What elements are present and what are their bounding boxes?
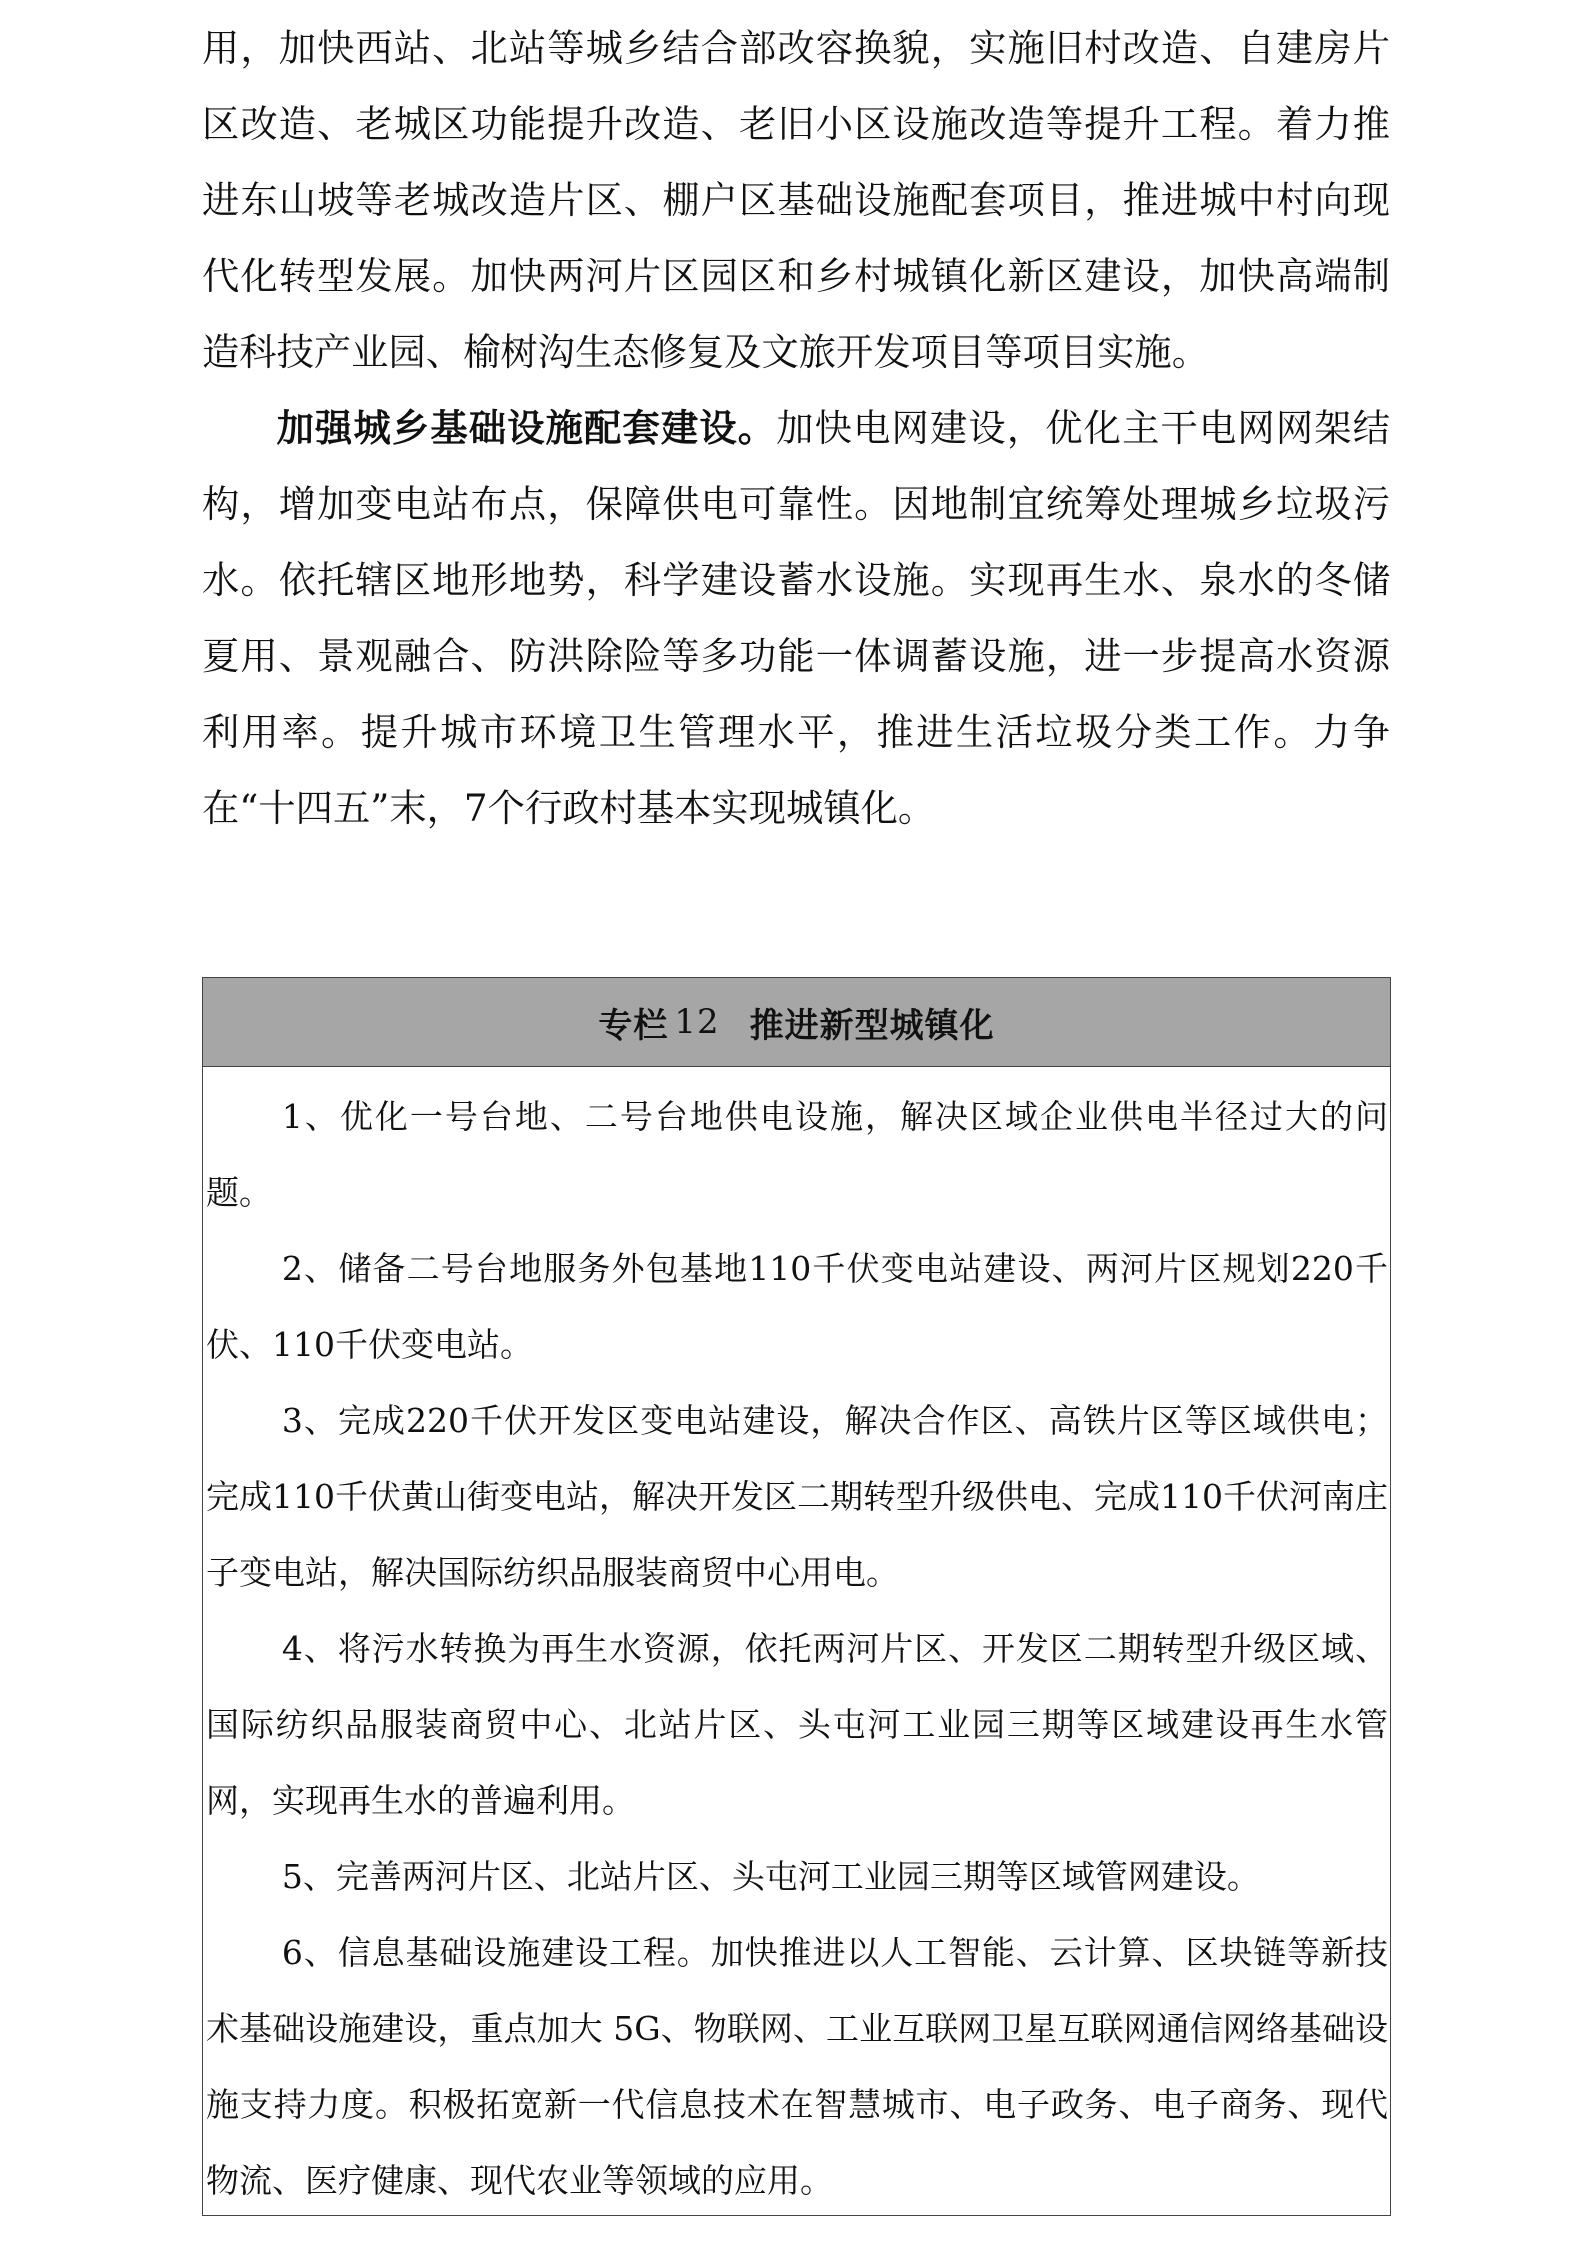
column-box	[202, 977, 1391, 2216]
column-box-body	[203, 1067, 1390, 2219]
paragraph-lead-heading: 加强城乡基础设施配套建设。	[276, 406, 777, 450]
body-paragraph	[202, 390, 1390, 846]
list-item: 4、将污水转换为再生水资源，依托两河片区、开发区二期转型升级区域、国际纺织品服装商贸中心、北站片区、头屯河工业园三期等区域建设再生水管网，实现再生水的普遍利用。	[206, 1629, 1388, 1820]
list-item: 6、信息基础设施建设工程。加快推进以人工智能、云计算、区块链等新技术基础设施建设，重点加大 5G、物联网、工业互联网卫星互联网通信网络基础设施支持力度。积极拓宽新一代信息技术在智慧城市、电子政务、电子商务、现代物流、医疗健康、现代农业等领域的应用。	[206, 1933, 1388, 2200]
column-title-prefix: 专栏	[598, 1005, 669, 1046]
column-box-title	[203, 978, 1390, 1067]
column-title-number: 12	[674, 1002, 720, 1042]
body-text	[202, 10, 1390, 846]
list-item: 1、优化一号台地、二号台地供电设施，解决区域企业供电半径过大的问题。	[206, 1097, 1388, 1212]
list-item: 5、完善两河片区、北站片区、头屯河工业园三期等区域管网建设。	[281, 1857, 1260, 1896]
list-item: 3、完成220千伏开发区变电站建设，解决合作区、高铁片区等区域供电；完成110千伏黄山街变电站，解决开发区二期转型升级供电、完成110千伏河南庄子变电站，解决国际纺织品服装商贸中心用电。	[206, 1401, 1388, 1592]
column-title-text: 推进新型城镇化	[749, 1005, 995, 1046]
paragraph-text: 加快电网建设，优化主干电网网架结构，增加变电站布点，保障供电可靠性。因地制宜统筹处理城乡垃圾污水。依托辖区地形地势，科学建设蓄水设施。实现再生水、泉水的冬储夏用、景观融合、防洪除险等多功能一体调蓄设施，进一步提高水资源利用率。提升城市环境卫生管理水平，推进生活垃圾分类工作。力争在“十四五”末，7个行政村基本实现城镇化。	[202, 406, 1391, 830]
list-item: 2、储备二号台地服务外包基地110千伏变电站建设、两河片区规划220千伏、110千伏变电站。	[206, 1249, 1388, 1364]
body-paragraph: 用，加快西站、北站等城乡结合部改容换貌，实施旧村改造、自建房片区改造、老城区功能提升改造、老旧小区设施改造等提升工程。着力推进东山坡等老城改造片区、棚户区基础设施配套项目，推进城中村向现代化转型发展。加快两河片区园区和乡村城镇化新区建设，加快高端制造科技产业园、榆树沟生态修复及文旅开发项目等项目实施。	[202, 26, 1390, 374]
